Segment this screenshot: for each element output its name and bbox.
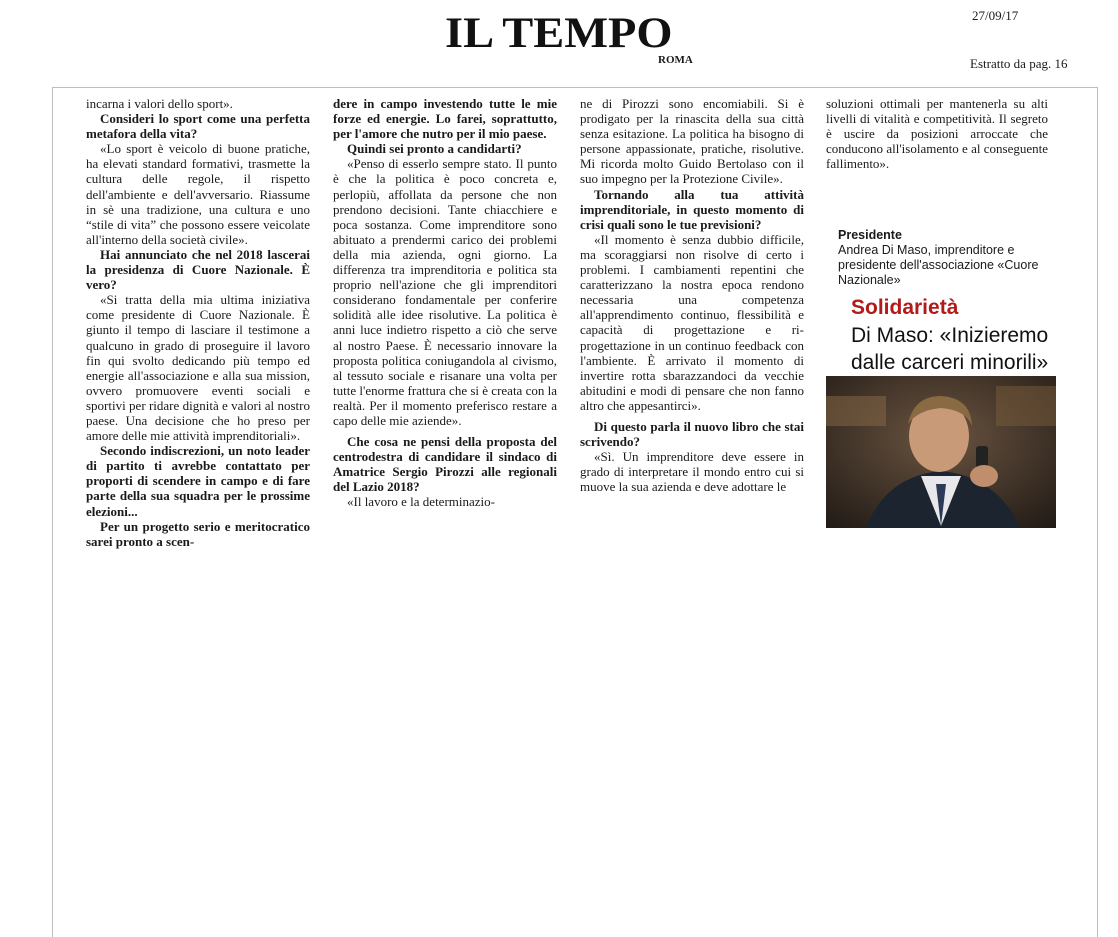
- article-column-2: [333, 96, 557, 510]
- answer-paragraph: soluzioni ottimali per mantenerla su alti livelli di vitalità e competitività. Il segreto è uscire da posizioni arroccate che conducono all'isolamento e al conseguente fallimento».: [826, 96, 1048, 172]
- answer-paragraph: ne di Pirozzi sono encomiabili. Si è prodigato per la rinascita della sua città senza esitazione. La politica ha bisogno di persone appassionate, pratiche, risolutive. Mi ricorda molto Guido Bertolaso con il suo impegno per la Protezione Civile».: [580, 96, 804, 187]
- question-paragraph: Per un progetto serio e meritocratico sarei pronto a scen-: [86, 518, 310, 549]
- answer-paragraph: «Si tratta della mia ultima iniziativa come presidente di Cuore Nazionale. È giunto il tempo di lasciare il testimone a qualcuno in grado di proseguire il lavoro fin qui svolto dedicando più tempo ed energie all'associazione e alla sua mission, ovvero promuovere eventi sociali e sportivi per ridare dignità e valori al nostro paese. Una decisione che ho preso per amore delle mie attività imprenditoriali».: [86, 292, 310, 444]
- question-paragraph: dere in campo investendo tutte le mie forze ed energie. Lo farei, soprattutto, per l'amore che nutro per il mio paese.: [333, 96, 557, 142]
- question-paragraph: Di questo parla il nuovo libro che stai scrivendo?: [580, 418, 804, 450]
- article-column-1: [86, 96, 310, 549]
- answer-paragraph: incarna i valori dello sport».: [86, 96, 233, 111]
- answer-paragraph: «Il lavoro e la determinazio-: [347, 494, 495, 510]
- article-column-3: [580, 96, 804, 494]
- date-label: 27/09/17: [972, 8, 1019, 23]
- answer-paragraph: «Sì. Un imprenditore deve essere in grado di interpretare il mondo entro cui si muove la sua azienda e deve adottare le: [580, 449, 804, 495]
- question-paragraph: Hai annunciato che nel 2018 lascerai la presidenza di Cuore Nazionale. È vero?: [86, 246, 310, 293]
- portrait-photo-icon: [826, 376, 1056, 528]
- portrait-photo: [826, 376, 1056, 528]
- masthead: IL TEMPO: [445, 10, 673, 57]
- caption-title: Presidente: [838, 228, 902, 242]
- edition-label: ROMA: [658, 54, 693, 66]
- question-paragraph: Tornando alla tua attività imprenditoriale, in questo momento di crisi quali sono le tue previsioni?: [580, 186, 804, 232]
- photo-caption: [838, 228, 1060, 288]
- article-column-4: [826, 96, 1048, 171]
- answer-paragraph: «Il momento è senza dubbio difficile, ma scoraggiarsi non risolve di certo i problemi. I cambiamenti repentini che caratterizzano la nostra epoca rendono necessaria una competenza all'apprendimento continuo, flessibilità e capacità di progettazione e ri-progettazione in un continuo feedback con l'ambiente. È arrivato il momento di invertire rotta sbarazzandoci da vecchie abitudini e modi di pensare che non fanno altro che appesantirci».: [580, 231, 804, 413]
- question-paragraph: Che cosa ne pensi della proposta del centrodestra di candidare il sindaco di Amatrice Sergio Pirozzi alle regionali del Lazio 2018?: [333, 434, 557, 495]
- question-paragraph: Quindi sei pronto a candidarti?: [347, 141, 522, 157]
- question-paragraph: Consideri lo sport come una perfetta metafora della vita?: [86, 111, 310, 142]
- answer-paragraph: «Lo sport è veicolo di buone pratiche, ha elevati standard formativi, trasmette la cultura delle regole, il rispetto dell'ambiente e dell'avversario. Riassume in sè una tradizione, una cultura e uno “stile di vita” che possono essere veicolate all'interno della società civile».: [86, 141, 310, 247]
- page-extract-label: Estratto da pag. 16: [970, 56, 1068, 71]
- kicker: Solidarietà: [851, 296, 959, 319]
- caption-text: Andrea Di Maso, imprenditore e presidente dell'associazione «Cuore Nazionale»: [838, 243, 1039, 287]
- question-paragraph: Secondo indiscrezioni, un noto leader di partito ti avrebbe contattato per proporti di scendere in campo e di fare parte della sua squadra per le prossime elezioni...: [86, 443, 310, 519]
- answer-paragraph: «Penso di esserlo sempre stato. Il punto è che la politica è poco concreta e, perlopiù, affollata da persone che non prendono decisioni. Tante chiacchiere e poca sostanza. Come imprenditore sono abituato a prendermi carico dei problemi della mia azienda, ogni giorno. La differenza tra imprenditoria e politica sta proprio nell'azione che gli imprenditori considerano fondamentale per conferire solidità alle idee risolutive. La politica è anni luce indietro rispetto a ciò che serve al nostro Paese. È necessario innovare la proposta politica coniugandola al civismo, al tessuto sociale e risanare una volta per tutte l'enorme frattura che si è creata con la realtà. Per il momento preferisco restare a capo delle mie aziende».: [333, 156, 557, 428]
- headline: Di Maso: «Inizieremo dalle carceri minorili»: [851, 324, 1049, 374]
